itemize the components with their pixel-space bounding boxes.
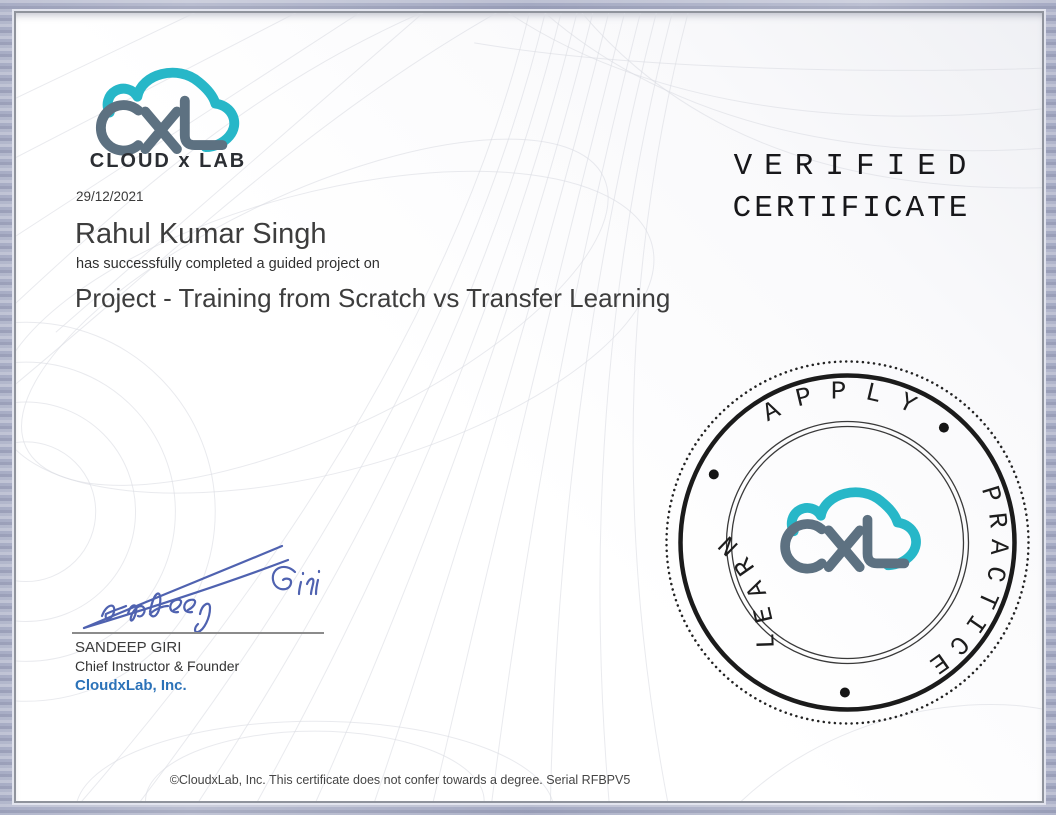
course-title: Project - Training from Scratch vs Transfer Learning	[75, 283, 671, 313]
certificate-word: CERTIFICATE	[732, 191, 971, 226]
handwritten-signature-icon	[70, 542, 325, 639]
verified-certificate-label	[700, 146, 1000, 230]
completion-statement: has successfully completed a guided project on	[76, 256, 380, 272]
footer-disclaimer: ©CloudxLab, Inc. This certificate does not confer towards a degree. Serial RFBPV5	[169, 773, 631, 787]
learn-apply-practice-seal	[655, 350, 1040, 735]
svg-text:LEARN	[704, 521, 782, 650]
seal-word-learn: LEARN	[704, 520, 782, 650]
signatory-name: SANDEEP GIRI	[75, 639, 182, 656]
brand-wordmark: CLOUD x LAB	[89, 150, 247, 172]
seal-separator-dot	[709, 469, 719, 479]
seal-separator-dot	[840, 688, 850, 698]
signatory-company-link[interactable]: CloudxLab, Inc.	[75, 677, 187, 694]
recipient-name: Rahul Kumar Singh	[75, 218, 327, 250]
seal-word-practice: PRACTICE	[915, 482, 1014, 686]
seal-separator-dot	[939, 423, 949, 433]
signature-divider	[72, 632, 324, 634]
signatory-title: Chief Instructor & Founder	[75, 658, 240, 674]
seal-word-apply: APPLY	[757, 376, 938, 429]
seal-center-logo-icon	[785, 492, 916, 568]
issue-date: 29/12/2021	[76, 189, 144, 204]
verified-word: VERIFIED	[733, 149, 979, 184]
